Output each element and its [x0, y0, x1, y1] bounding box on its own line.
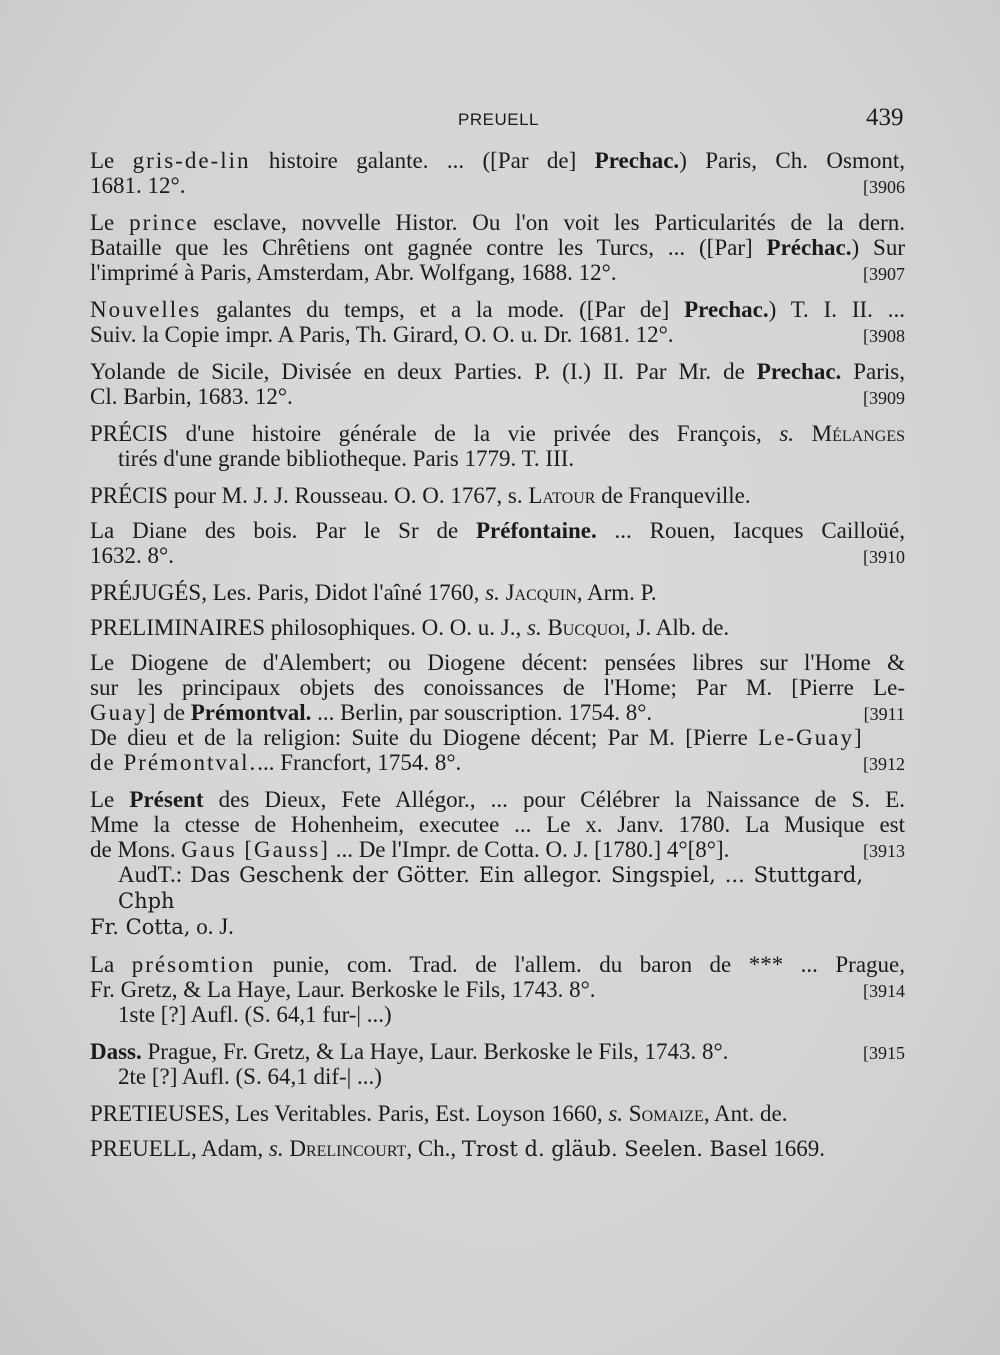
- entry-number: [3907: [863, 264, 905, 284]
- entry-number: [3915: [863, 1043, 905, 1063]
- entry-3909: Yolande de Sicile, Divisée en deux Parties. P. (I.) II. Par Mr. de Prechac. Paris, Cl. Barbin, 1683. 12°. [3909: [90, 359, 905, 409]
- catalog-entries: [90, 148, 905, 1172]
- entry-precis-rousseau: PRÉCIS pour M. J. J. Rousseau. O. O. 1767, s. Latour de Franqueville.: [90, 483, 751, 508]
- page-header: [0, 104, 1000, 134]
- entry-3910: La Diane des bois. Par le Sr de Préfontaine. ... Rouen, Iacques Cailloüé, 1632. 8°. [3910: [90, 518, 906, 568]
- entry-3914: La présomtion punie, com. Trad. de l'allem. du baron de *** ... Prague, Fr. Gretz, & La Haye, Laur. Berkoske le Fils, 1743. 8°. [3914 1ste [?] Aufl. (S. 64,1 fur-| ...): [90, 952, 905, 1027]
- entry-preliminaires: PRELIMINAIRES philosophiques. O. O. u. J., s. Bucquoi, J. Alb. de.: [90, 615, 730, 640]
- entry-3906: Le gris-de-lin histoire galante. ... ([Par de] Prechac.) Paris, Ch. Osmont, 1681. 12°. [3906: [90, 148, 905, 198]
- entry-3907: Le prince esclave, novvelle Histor. Ou l'on voit les Particularités de la dern. Bataille que les Chrêtiens ont gagnée contre les Turcs, ... ([Par] Préchac.) Sur l'imprimé à Paris, Amsterdam, Abr. Wolfgang, 1688. 12°. [3907: [90, 210, 906, 285]
- page-number: 439: [866, 104, 904, 131]
- entry-prejuges: PRÉJUGÉS, Les. Paris, Didot l'aîné 1760, s. Jacquin, Arm. P.: [90, 580, 657, 605]
- entry-number: [3911: [863, 704, 905, 724]
- entry-preuell: PREUELL, Adam, s. Drelincourt, Ch., Trost d. gläub. Seelen. Basel 1669.: [90, 1136, 825, 1161]
- entry-number: [3908: [863, 326, 905, 346]
- entry-3908: Nouvelles galantes du temps, et a la mode. ([Par de] Prechac.) T. I. II. ... Suiv. la Copie impr. A Paris, Th. Girard, O. O. u. Dr. 1681. 12°. [3908: [90, 297, 905, 347]
- running-head: PREUELL: [458, 110, 539, 129]
- entry-number: [3912: [863, 754, 905, 774]
- entry-3911: Le Diogene de d'Alembert; ou Diogene décent: pensées libres sur l'Home & sur les principaux objets des conoissances de l'Home; Par M. [Pierre Le- Guay] de Prémontval. ... Berlin, par souscription. 1754. 8°. [3911: [90, 650, 905, 725]
- entry-number: [3914: [863, 981, 905, 1001]
- entry-number: [3910: [863, 547, 905, 567]
- entry-precis-histoire: PRÉCIS d'une histoire générale de la vie privée des François, s. Mélanges tirés d'une grande bibliotheque. Paris 1779. T. III.: [90, 421, 905, 471]
- entry-number: [3909: [863, 388, 905, 408]
- entry-pretieuses: PRETIEUSES, Les Veritables. Paris, Est. Loyson 1660, s. Somaize, Ant. de.: [90, 1101, 788, 1126]
- entry-number: [3913: [863, 841, 905, 861]
- entry-3912: De dieu et de la religion: Suite du Diogene décent; Par M. [Pierre Le-Guay] de Prémontval.... Francfort, 1754. 8°. [3912: [90, 725, 905, 775]
- entry-3913: Le Présent des Dieux, Fete Allégor., ... pour Célébrer la Naissance de S. E. Mme la ctesse de Hohenheim, executee ... Le x. Janv. 1780. La Musique est de Mons. Gaus [Gauss] ... De l'Impr. de Cotta. O. J. [1780.] 4°[8°]. [3913 AudT.: Das Geschenk der Götter. Ein allegor. Singspiel, ... Stuttgard, Chph Fr. Cotta, o. J.: [90, 787, 906, 939]
- entry-number: [3906: [863, 177, 905, 197]
- entry-3915: Dass. Prague, Fr. Gretz, & La Haye, Laur. Berkoske le Fils, 1743. 8°. [3915 2te [?] Aufl. (S. 64,1 dif-| ...): [90, 1039, 905, 1089]
